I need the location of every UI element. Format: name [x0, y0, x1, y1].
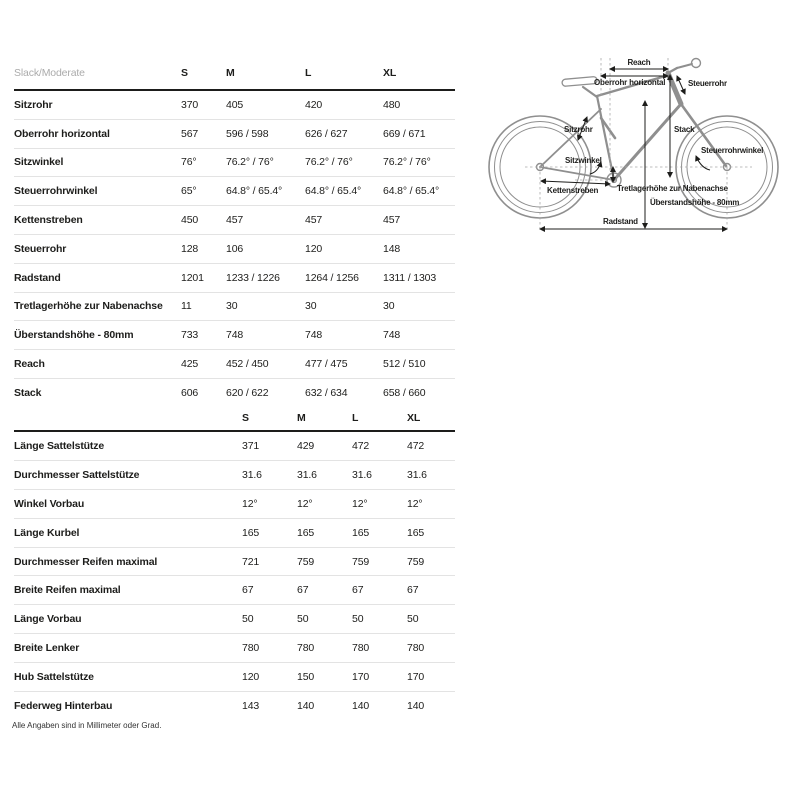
steuerrohrwinkel-label: Steuerrohrwinkel [701, 146, 764, 155]
geometry-table-title: Slack/Moderate [14, 66, 85, 79]
value-s: 12° [242, 497, 258, 510]
value-xl: 480 [383, 98, 401, 111]
stack-label: Stack [674, 125, 695, 134]
row-label: Steuerrohr [14, 242, 67, 255]
table-row [14, 293, 455, 322]
value-m: 30 [226, 300, 238, 313]
value-l: 140 [352, 699, 370, 712]
value-s: 11 [181, 300, 192, 313]
value-s: 567 [181, 127, 199, 140]
value-s: 143 [242, 699, 260, 712]
row-label: Länge Kurbel [14, 526, 80, 539]
steuerrohr-label: Steuerrohr [688, 79, 727, 88]
table-row [14, 634, 455, 663]
column-header-m: M [226, 66, 235, 79]
row-label: Federweg Hinterbau [14, 699, 113, 712]
value-m: 780 [297, 642, 315, 655]
value-l: 472 [352, 439, 370, 452]
value-l: 748 [305, 329, 323, 342]
value-l: 759 [352, 555, 370, 568]
column-header-s: S [181, 66, 188, 79]
chainstay-dimension [541, 181, 610, 184]
value-xl: 50 [407, 613, 419, 626]
value-m: 64.8° / 65.4° [226, 185, 283, 198]
value-xl: 31.6 [407, 468, 427, 481]
value-m: 140 [297, 699, 315, 712]
value-l: 76.2° / 76° [305, 156, 353, 169]
value-m: 620 / 622 [226, 386, 269, 399]
value-xl: 170 [407, 671, 425, 684]
value-l: 67 [352, 584, 364, 597]
value-xl: 512 / 510 [383, 358, 426, 371]
kettenstreben-label: Kettenstreben [547, 186, 599, 195]
ueberstandshoehe-label: Überstandshöhe - 80mm [650, 198, 740, 207]
value-s: 370 [181, 98, 199, 111]
value-xl: 148 [383, 242, 401, 255]
value-m: 106 [226, 242, 244, 255]
tretlagerhoehe-label: Tretlagerhöhe zur Nabenachse [617, 184, 728, 193]
value-l: 780 [352, 642, 370, 655]
oberrohr-label: Oberrohr horizontal [594, 78, 666, 87]
value-m: 748 [226, 329, 244, 342]
sitzrohr-label: Sitzrohr [564, 125, 593, 134]
value-m: 405 [226, 98, 244, 111]
value-m: 50 [297, 613, 309, 626]
row-label: Steuerrohrwinkel [14, 185, 98, 198]
radstand-label: Radstand [603, 217, 638, 226]
value-xl: 30 [383, 300, 395, 313]
value-s: 67 [242, 584, 254, 597]
row-label: Radstand [14, 271, 61, 284]
value-m: 596 / 598 [226, 127, 269, 140]
components-table-header [14, 405, 455, 432]
table-row [14, 519, 455, 548]
value-m: 76.2° / 76° [226, 156, 274, 169]
value-s: 31.6 [242, 468, 262, 481]
row-label: Länge Sattelstütze [14, 439, 105, 452]
row-label: Länge Vorbau [14, 613, 82, 626]
value-xl: 669 / 671 [383, 127, 426, 140]
column-header-xl: XL [383, 66, 397, 79]
value-xl: 759 [407, 555, 425, 568]
table-row [14, 432, 455, 461]
table-row [14, 576, 455, 605]
value-xl: 658 / 660 [383, 386, 426, 399]
value-s: 780 [242, 642, 260, 655]
row-label: Tretlagerhöhe zur Nabenachse [14, 300, 163, 313]
value-m: 165 [297, 526, 315, 539]
table-row [14, 149, 455, 178]
diagram-labels [547, 58, 763, 226]
value-l: 30 [305, 300, 317, 313]
geometry-table-header [14, 56, 455, 91]
table-row [14, 264, 455, 293]
value-s: 165 [242, 526, 260, 539]
value-s: 425 [181, 358, 199, 371]
table-row [14, 177, 455, 206]
sitzwinkel-label: Sitzwinkel [565, 156, 602, 165]
table-row [14, 206, 455, 235]
value-l: 632 / 634 [305, 386, 348, 399]
table-row [14, 461, 455, 490]
table-row [14, 605, 455, 634]
value-l: 477 / 475 [305, 358, 348, 371]
row-label: Durchmesser Reifen maximal [14, 555, 158, 568]
column-header-l: L [352, 411, 359, 424]
table-row [14, 120, 455, 149]
column-header-s: S [242, 411, 249, 424]
value-xl: 472 [407, 439, 425, 452]
value-s: 606 [181, 386, 199, 399]
value-xl: 1311 / 1303 [383, 271, 437, 284]
value-l: 170 [352, 671, 370, 684]
row-label: Überstandshöhe - 80mm [14, 329, 134, 342]
row-label: Winkel Vorbau [14, 497, 85, 510]
value-s: 65° [181, 185, 197, 198]
value-s: 450 [181, 214, 199, 227]
row-label: Hub Sattelstütze [14, 671, 94, 684]
value-l: 457 [305, 214, 323, 227]
components-table-body [14, 432, 455, 720]
value-s: 371 [242, 439, 260, 452]
value-s: 721 [242, 555, 260, 568]
value-m: 429 [297, 439, 315, 452]
table-row [14, 321, 455, 350]
row-label: Sitzwinkel [14, 156, 64, 169]
value-m: 12° [297, 497, 313, 510]
table-row [14, 692, 455, 720]
value-l: 50 [352, 613, 364, 626]
value-m: 1233 / 1226 [226, 271, 280, 284]
value-l: 31.6 [352, 468, 372, 481]
table-row [14, 350, 455, 379]
value-xl: 748 [383, 329, 401, 342]
value-xl: 76.2° / 76° [383, 156, 431, 169]
value-l: 120 [305, 242, 323, 255]
table-row [14, 663, 455, 692]
row-label: Kettenstreben [14, 214, 83, 227]
table-row [14, 490, 455, 519]
value-xl: 780 [407, 642, 425, 655]
value-m: 452 / 450 [226, 358, 269, 371]
row-label: Durchmesser Sattelstütze [14, 468, 140, 481]
value-xl: 140 [407, 699, 425, 712]
value-s: 733 [181, 329, 199, 342]
geometry-table-body [14, 91, 455, 407]
table-row [14, 91, 455, 120]
table-row [14, 235, 455, 264]
column-header-m: M [297, 411, 306, 424]
table-row [14, 379, 455, 407]
column-header-xl: XL [407, 411, 421, 424]
value-xl: 67 [407, 584, 419, 597]
value-l: 64.8° / 65.4° [305, 185, 362, 198]
value-l: 1264 / 1256 [305, 271, 359, 284]
units-footnote: Alle Angaben sind in Millimeter oder Grad. [12, 721, 162, 730]
value-m: 67 [297, 584, 309, 597]
value-l: 165 [352, 526, 370, 539]
value-m: 31.6 [297, 468, 317, 481]
value-m: 457 [226, 214, 244, 227]
value-xl: 64.8° / 65.4° [383, 185, 440, 198]
value-s: 76° [181, 156, 197, 169]
value-l: 12° [352, 497, 368, 510]
value-s: 120 [242, 671, 260, 684]
value-s: 50 [242, 613, 254, 626]
bike-geometry-diagram [480, 40, 800, 240]
grip [692, 59, 701, 68]
row-label: Breite Lenker [14, 642, 80, 655]
row-label: Breite Reifen maximal [14, 584, 121, 597]
value-m: 759 [297, 555, 315, 568]
value-xl: 457 [383, 214, 401, 227]
value-m: 150 [297, 671, 315, 684]
value-l: 626 / 627 [305, 127, 348, 140]
table-row [14, 548, 455, 577]
column-header-l: L [305, 66, 312, 79]
components-table [14, 405, 455, 720]
headangle-arc [696, 156, 710, 170]
row-label: Sitzrohr [14, 98, 53, 111]
value-xl: 165 [407, 526, 425, 539]
geometry-table [14, 56, 455, 407]
value-l: 420 [305, 98, 323, 111]
value-s: 128 [181, 242, 199, 255]
saddle [562, 76, 597, 86]
value-s: 1201 [181, 271, 204, 284]
row-label: Oberrohr horizontal [14, 127, 110, 140]
value-xl: 12° [407, 497, 423, 510]
row-label: Stack [14, 386, 42, 399]
row-label: Reach [14, 358, 45, 371]
reach-label: Reach [627, 58, 651, 67]
